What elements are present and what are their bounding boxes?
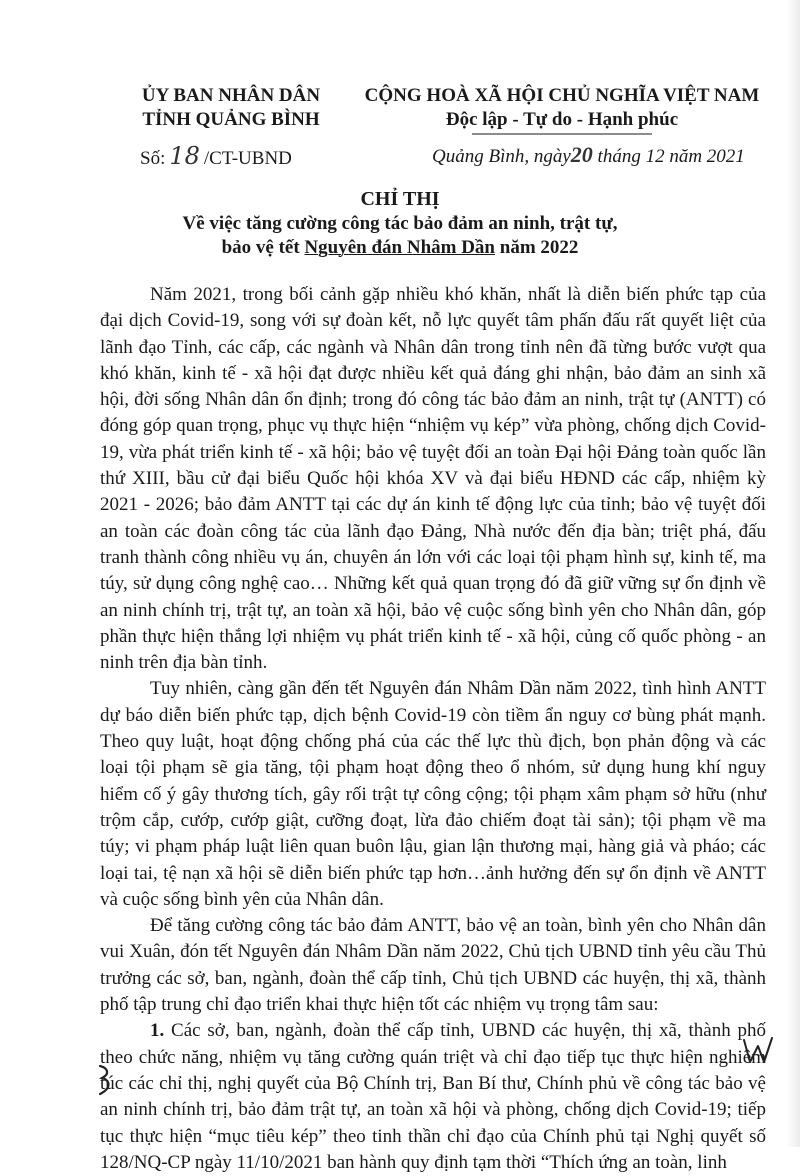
scan-edge-shadow <box>786 0 800 1147</box>
so-number-handwritten: 18 <box>169 142 200 170</box>
document-body <box>100 282 766 1176</box>
item-number: 1. <box>150 1020 165 1042</box>
title-subject-line-2 <box>100 236 700 260</box>
so-suffix: /CT-UBND <box>203 148 292 169</box>
subject-part-c: năm 2022 <box>495 237 579 258</box>
agency-line-2: TỈNH QUẢNG BÌNH <box>142 109 320 130</box>
initial-mark-left <box>92 1060 122 1100</box>
title-heading: CHỈ THỊ <box>360 188 440 210</box>
item-text: Các sở, ban, ngành, đoàn thể cấp tỉnh, UBND các huyện, thị xã, thành phố theo chức năng, nhiệm vụ tăng cường quán triệt và chỉ đạo tiếp tục thực hiện nghiêm túc các chỉ thị, nghị quyết của Bộ Chính trị, Ban Bí thư, Chính phủ về công tác bảo vệ an ninh chính trị, bảo đảm trật tự, an toàn xã hội và phòng, chống dịch Covid-19; tiếp tục thực hiện “mục tiêu kép” theo tinh thần chỉ đạo của Chính phủ tại Nghị quyết số 128/NQ-CP ngày 11/10/2021 ban hành quy định tạm thời “Thích ứng an toàn, linh <box>100 1020 766 1173</box>
title-subject-line-1: Về việc tăng cường công tác bảo đảm an ninh, trật tự, <box>182 213 618 234</box>
subject-part-b: Nguyên đán Nhâm Dần <box>304 237 495 258</box>
paragraph-3: Để tăng cường công tác bảo đảm ANTT, bảo vệ an toàn, bình yên cho Nhân dân vui Xuân, đón tết Nguyên đán Nhâm Dần năm 2022, Chủ tịch UBND tỉnh yêu cầu Thủ trưởng các sở, ban, ngành, đoàn thể cấp tỉnh, Chủ tịch UBND các huyện, thị xã, thành phố tập trung chỉ đạo triển khai thực hiện tốt các nhiệm vụ trọng tâm sau: <box>100 915 766 1016</box>
subject-part-a: bảo vệ tết <box>221 237 305 258</box>
paragraph-1: Năm 2021, trong bối cảnh gặp nhiều khó khăn, nhất là diễn biến phức tạp của đại dịch Covid-19, song với sự đoàn kết, nỗ lực quyết tâm phấn đấu rất quyết liệt của lãnh đạo Tỉnh, các cấp, các ngành và Nhân dân trong tỉnh nên đã từng bước vượt qua khó khăn, kinh tế - xã hội đạt được nhiều kết quả đáng ghi nhận, bảo đảm an sinh xã hội, đời sống Nhân dân ổn định; trong đó công tác bảo đảm an ninh, trật tự (ANTT) có đóng góp quan trọng, phục vụ thực hiện “nhiệm vụ kép” vừa phòng, chống dịch Covid-19, vừa phát triển kinh tế - xã hội; bảo vệ tuyệt đối an toàn Đại hội Đảng toàn quốc lần thứ XIII, bầu cử đại biểu Quốc hội khóa XV và đại biểu HĐND các cấp, nhiệm kỳ 2021 - 2026; bảo đảm ANTT tại các dự án kinh tế động lực của tỉnh; bảo vệ tuyệt đối an toàn các đoàn công tác của lãnh đạo Đảng, Nhà nước đến địa bàn; triệt phá, đấu tranh thành công nhiều vụ án, chuyên án lớn với các loại tội phạm hình sự, kinh tế, ma túy, sử dụng công nghệ cao… Những kết quả quan trọng đó đã giữ vững sự ổn định về an ninh chính trị, trật tự, an toàn xã hội, bảo vệ cuộc sống bình yên cho Nhân dân, góp phần thực hiện thắng lợi nhiệm vụ phát triển kinh tế - xã hội, củng cố quốc phòng - an ninh trên địa bàn tỉnh. <box>100 284 766 674</box>
document-number <box>140 142 292 170</box>
nation-line-1: CỘNG HOÀ XÃ HỘI CHỦ NGHĨA VIỆT NAM <box>364 85 760 106</box>
motto-underline <box>352 132 772 138</box>
issuing-agency <box>116 84 346 132</box>
national-motto <box>352 84 772 132</box>
paragraph-2: Tuy nhiên, càng gần đến tết Nguyên đán Nhâm Dần năm 2022, tình hình ANTT dự báo diễn biến phức tạp, dịch bệnh Covid-19 còn tiềm ẩn nguy cơ bùng phát mạnh. Theo quy luật, hoạt động chống phá của các thế lực thù địch, bọn phản động và các loại tội phạm sẽ gia tăng, tội phạm hoạt động theo ổ nhóm, sử dụng hung khí nguy hiểm cố ý gây thương tích, gây rối trật tự công cộng; tội phạm xâm phạm sở hữu (như trộm cắp, cướp, cướp giật, cưỡng đoạt, lừa đảo chiếm đoạt tài sản); tội phạm về ma túy; vi phạm pháp luật liên quan buôn lậu, gian lận thương mại, hàng giả và pháo; các loại tai, tệ nạn xã hội sẽ diễn biến phức tạp hơn…ảnh hưởng đến sự ổn định về ANTT và cuộc sống bình yên của Nhân dân. <box>100 678 766 910</box>
paragraph-4 <box>100 1018 766 1176</box>
place-date <box>432 142 745 168</box>
nation-line-2: Độc lập - Tự do - Hạnh phúc <box>445 109 679 130</box>
so-prefix: Số: <box>140 148 166 169</box>
date-day-handwritten: 20 <box>570 142 593 167</box>
agency-line-1: ỦY BAN NHÂN DÂN <box>141 85 321 106</box>
date-place: Quảng Bình, ngày <box>432 146 571 167</box>
document-title <box>100 186 700 260</box>
initial-mark-right <box>738 1030 778 1070</box>
date-rest: tháng 12 năm 2021 <box>597 146 745 167</box>
